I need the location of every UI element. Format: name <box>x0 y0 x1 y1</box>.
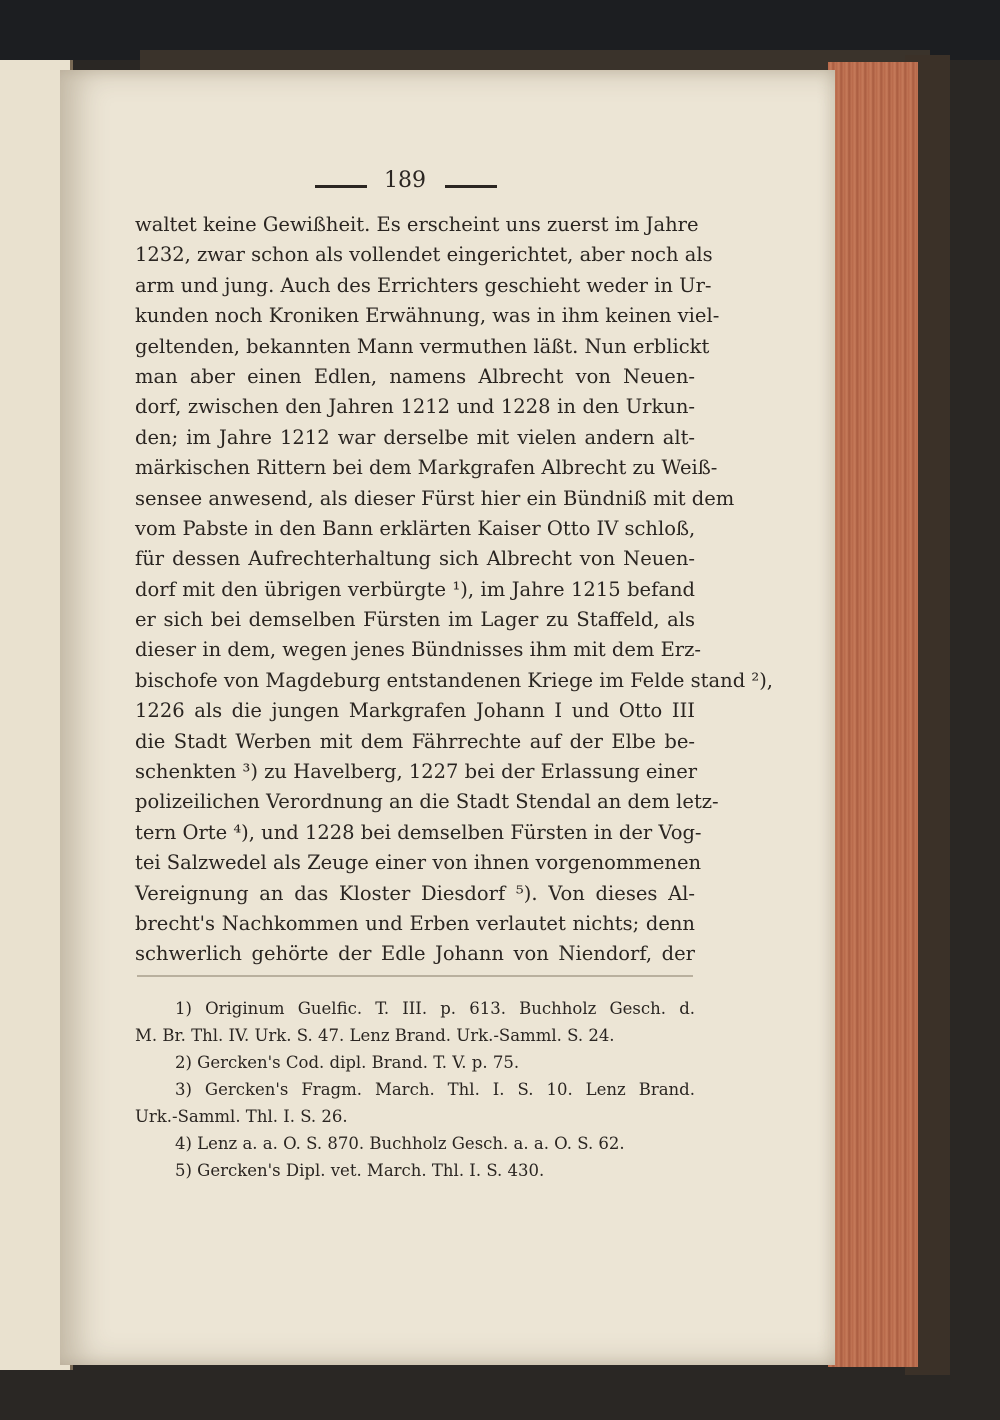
footnote: 4) Lenz a. a. O. S. 870. Buchholz Gesch. a. a. O. S. 62. <box>175 1134 625 1153</box>
page-number: 189 <box>384 168 426 193</box>
body-line: tei Salzwedel als Zeuge einer von ihnen vorgenommenen <box>135 851 702 875</box>
body-line: arm und jung. Auch des Errichters geschieht weder in Ur- <box>135 273 712 297</box>
body-line: bischofe von Magdeburg entstandenen Kriege im Felde stand ²), <box>135 668 774 692</box>
body-line: tern Orte ⁴), und 1228 bei demselben Fürsten in der Vog- <box>135 820 702 844</box>
body-line: brecht's Nachkommen und Erben verlautet nichts; denn <box>135 911 695 935</box>
body-line: schenkten ³) zu Havelberg, 1227 bei der Erlassung einer <box>135 760 698 784</box>
footnote-continuation: Urk.-Samml. Thl. I. S. 26. <box>135 1107 348 1126</box>
body-line: vom Pabste in den Bann erklärten Kaiser Otto IV schloß, <box>135 516 696 540</box>
body-line: 1226 als die jungen Markgrafen Johann I und Otto III <box>135 699 695 723</box>
body-line: dorf, zwischen den Jahren 1212 und 1228 in den Urkun- <box>135 395 695 419</box>
body-line: für dessen Aufrechterhaltung sich Albrecht von Neuen- <box>135 547 695 571</box>
footnote-continuation: M. Br. Thl. IV. Urk. S. 47. Lenz Brand. Urk.-Samml. S. 24. <box>135 1026 615 1045</box>
body-line: dorf mit den übrigen verbürgte ¹), im Jahre 1215 befand <box>135 577 695 601</box>
body-line: geltenden, bekannten Mann vermuthen läßt. Nun erblickt <box>135 334 710 358</box>
body-line: den; im Jahre 1212 war derselbe mit vielen andern alt- <box>135 425 695 449</box>
footnote: 1) Originum Guelfic. T. III. p. 613. Buchholz Gesch. d. <box>175 999 695 1018</box>
page-edges <box>828 62 918 1367</box>
body-line: kunden noch Kroniken Erwähnung, was in ihm keinen viel- <box>135 304 720 328</box>
footnote: 5) Gercken's Dipl. vet. March. Thl. I. S. 430. <box>175 1161 545 1180</box>
header-rule-left <box>315 185 367 188</box>
body-line: dieser in dem, wegen jenes Bündnisses ihm mit dem Erz- <box>135 638 701 662</box>
body-text <box>135 210 774 970</box>
body-line: man aber einen Edlen, namens Albrecht von Neuen- <box>135 364 695 388</box>
body-line: die Stadt Werben mit dem Fährrechte auf der Elbe be- <box>135 729 695 753</box>
page-header <box>300 168 500 200</box>
body-line: schwerlich gehörte der Edle Johann von Niendorf, der <box>135 942 695 966</box>
header-rule-right <box>445 185 497 188</box>
footnote: 2) Gercken's Cod. dipl. Brand. T. V. p. 75. <box>175 1053 520 1072</box>
body-line: er sich bei demselben Fürsten im Lager zu Staffeld, als <box>135 608 695 632</box>
body-line: waltet keine Gewißheit. Es erscheint uns zuerst im Jahre <box>135 213 699 236</box>
body-line: märkischen Rittern bei dem Markgrafen Albrecht zu Weiß- <box>135 456 718 480</box>
footnotes <box>135 995 695 1184</box>
footnote: 3) Gercken's Fragm. March. Thl. I. S. 10. Lenz Brand. <box>175 1080 695 1099</box>
body-line: polizeilichen Verordnung an die Stadt Stendal an dem letz- <box>135 790 719 814</box>
body-line: 1232, zwar schon als vollendet eingerichtet, aber noch als <box>135 243 713 267</box>
body-line: Vereignung an das Kloster Diesdorf ⁵). Von dieses Al- <box>135 881 695 905</box>
body-line: sensee anwesend, als dieser Fürst hier ein Bündniß mit dem <box>135 486 735 510</box>
footnote-separator <box>137 975 693 977</box>
